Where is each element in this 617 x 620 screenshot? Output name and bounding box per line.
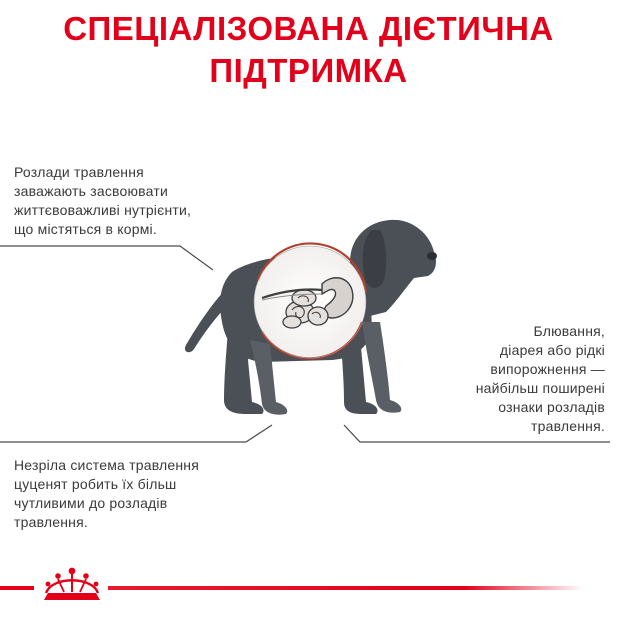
callout-line: Незріла система травлення	[14, 457, 200, 473]
royal-canin-crown-logo	[44, 568, 100, 600]
callout-line: що містяться в кормі.	[14, 221, 157, 237]
callout-line: травлення.	[531, 418, 605, 434]
intestine-coil	[308, 307, 328, 325]
callout-line: життєвоважливі нутрієнти,	[14, 202, 192, 218]
crown-dot	[69, 568, 76, 575]
brand-bar-right	[108, 586, 583, 590]
puppy-ear	[363, 230, 386, 288]
callout-line: Розлади травлення	[14, 164, 144, 180]
callout-line: цуценят робить їх більш	[14, 476, 177, 492]
crown-base	[44, 593, 100, 600]
crown-dot	[46, 582, 51, 587]
connector-right	[344, 425, 610, 442]
callout-line: найбільш поширені	[475, 380, 605, 396]
puppy-nose	[427, 252, 437, 260]
title-line-1: СПЕЦІАЛІЗОВАНА ДІЄТИЧНА	[63, 10, 554, 47]
callout-line: випорожнення —	[490, 361, 605, 377]
callout-line: ознаки розладів	[498, 399, 605, 415]
puppy-front-leg-2	[362, 322, 401, 413]
callout-line: заважають засвоювати	[14, 183, 168, 199]
brand-bar-left	[0, 586, 34, 590]
callout-line: травлення.	[14, 514, 88, 530]
digestive-inset	[254, 243, 366, 358]
intestine-coil	[292, 290, 316, 306]
crown-dot	[83, 573, 89, 579]
callout-line: Блювання,	[533, 323, 605, 339]
connector-top-left	[0, 246, 213, 270]
crown-dot	[55, 573, 61, 579]
connector-bottom-left	[0, 425, 272, 442]
title-line-2: ПІДТРИМКА	[209, 52, 408, 89]
crown-dot	[94, 582, 99, 587]
callout-line: чутливими до розладів	[14, 495, 168, 511]
callout-line: діарея або рідкі	[499, 342, 605, 358]
